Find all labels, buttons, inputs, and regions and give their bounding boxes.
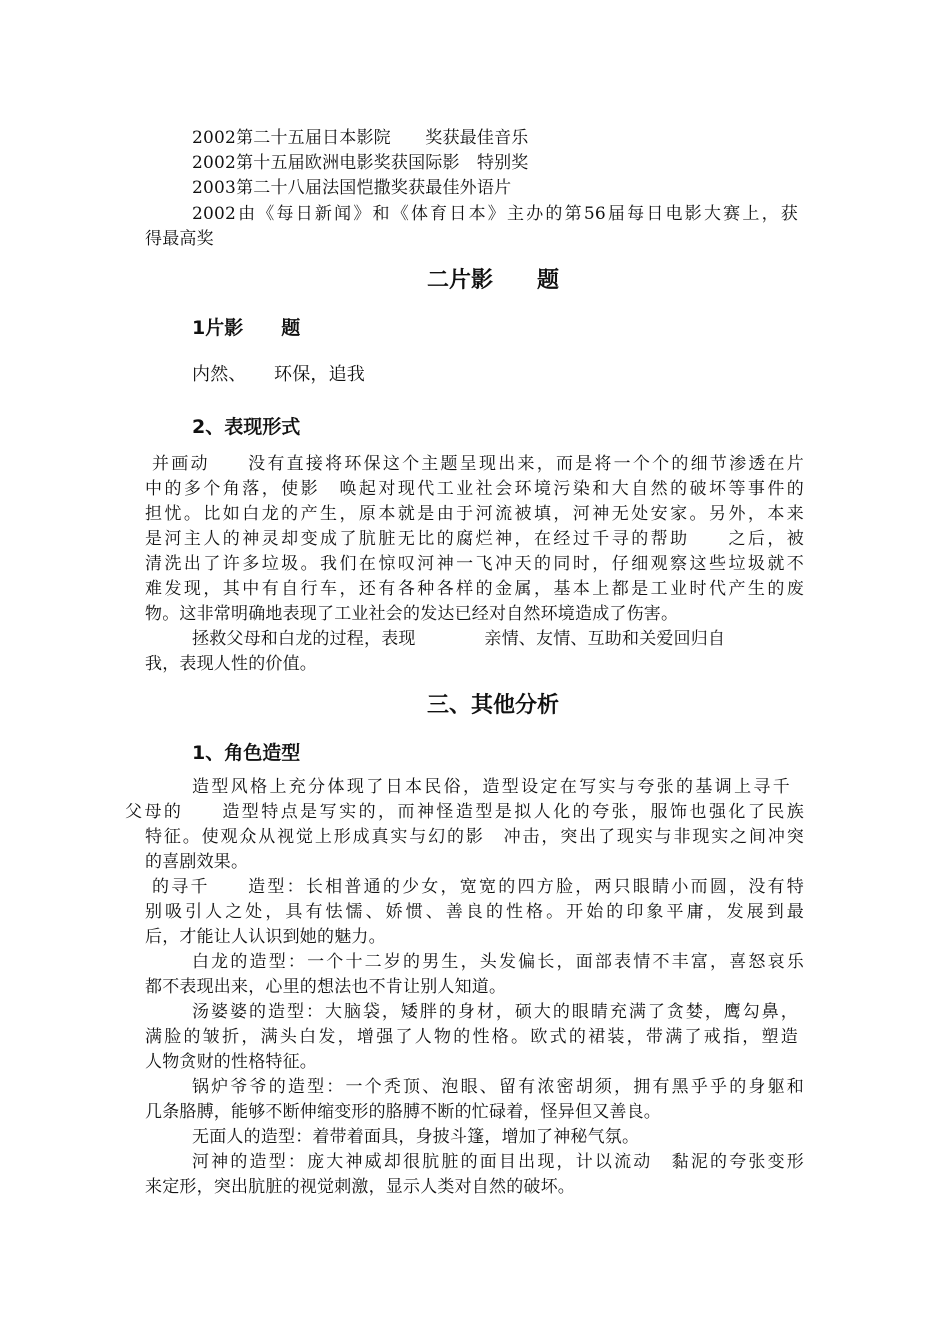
s3-line-7: 后，才能让人认识到她的魅力。 [145, 927, 386, 947]
s3-line-11: 满脸的皱折，满头白发，增强了人物的性格。欧式的裙装，带满了戒指，塑造 [145, 1027, 798, 1047]
para2-line-2: 我，表现人性的价值。 [145, 654, 317, 674]
para1-line-7: 物。这非常明确地表现了工业社会的发达已经对自然环境造成了伤害。 [145, 604, 679, 624]
section3-title: 三、其他分析 [427, 693, 560, 718]
para1-line-1: 并画动 没有直接将环保这个主题呈现出来，而是将一个个的细节渗透在片 [152, 454, 804, 474]
section2-sub1-text: 内然、 环保，追我 [192, 364, 365, 385]
para1-line-4: 是河主人的神灵却变成了肮脏无比的腐烂神，在经过千寻的帮助 之后，被 [145, 529, 804, 549]
award-line-4: 2002由《每日新闻》和《体育日本》主办的第56届每日电影大赛上，获 [192, 204, 798, 224]
s3-line-17: 来定形，突出肮脏的视觉刺激，显示人类对自然的破坏。 [145, 1177, 575, 1197]
para1-line-2: 中的多个角落，使影 唤起对现代工业社会环境污染和大自然的破坏等事件的 [145, 479, 804, 499]
section3-sub1-title: 1、角色造型 [192, 742, 301, 764]
s3-line-1: 造型风格上充分体现了日本民俗，造型设定在写实与夸张的基调上寻千 [192, 777, 790, 797]
s3-line-12: 人物贪财的性格特征。 [145, 1052, 317, 1072]
para1-line-5: 清洗出了许多垃圾。我们在惊叹河神一飞冲天的同时，仔细观察这些垃圾就不 [145, 554, 804, 574]
para2-line-1: 拯救父母和白龙的过程，表现 亲情、友情、互助和关爱回归自 [192, 629, 726, 649]
s3-line-8: 白龙的造型：一个十二岁的男生，头发偏长，面部表情不丰富，喜怒哀乐 [192, 952, 804, 972]
para1-line-3: 担忧。比如白龙的产生，原本就是由于河流被填，河神无处安家。另外，本来 [145, 504, 804, 524]
s3-line-13: 锅炉爷爷的造型：一个秃顶、泡眼、留有浓密胡须，拥有黑乎乎的身躯和 [192, 1077, 804, 1097]
s3-line-10: 汤婆婆的造型：大脑袋，矮胖的身材，硕大的眼睛充满了贪婪，鹰勾鼻， [192, 1002, 798, 1022]
s3-line-6: 别吸引人之处，具有怯懦、娇惯、善良的性格。开始的印象平庸，发展到最 [145, 902, 804, 922]
s3-line-15: 无面人的造型：着带着面具，身披斗篷，增加了神秘气氛。 [192, 1127, 640, 1147]
section2-sub1-title: 1片影 题 [192, 317, 301, 339]
s3-line-2: 父母的 造型特点是写实的，而神怪造型是拟人化的夸张，服饰也强化了民族 [125, 802, 804, 822]
s3-line-14: 几条胳膊，能够不断伸缩变形的胳膊不断的忙碌着，怪异但又善良。 [145, 1102, 661, 1122]
s3-line-5: 的寻千 造型：长相普通的少女，宽宽的四方脸，两只眼睛小而圆，没有特 [152, 877, 804, 897]
award-line-5: 得最高奖 [145, 229, 214, 249]
award-line-3: 2003第二十八届法国恺撒奖获最佳外语片 [192, 178, 512, 198]
s3-line-3: 特征。使观众从视觉上形成真实与幻的影 冲击，突出了现实与非现实之间冲突 [145, 827, 804, 847]
section2-title: 二片影 题 [427, 268, 560, 293]
award-line-2: 2002第十五届欧洲电影奖获国际影 特别奖 [192, 153, 529, 173]
para1-line-6: 难发现，其中有自行车，还有各种各样的金属，基本上都是工业时代产生的废 [145, 579, 804, 599]
s3-line-16: 河神的造型：庞大神威却很肮脏的面目出现，计以流动 黏泥的夸张变形 [192, 1152, 804, 1172]
award-line-1: 2002第二十五届日本影院 奖获最佳音乐 [192, 128, 529, 148]
s3-line-9: 都不表现出来，心里的想法也不肯让别人知道。 [145, 977, 507, 997]
s3-line-4: 的喜剧效果。 [145, 852, 249, 872]
section2-sub2-title: 2、表现形式 [192, 416, 301, 438]
